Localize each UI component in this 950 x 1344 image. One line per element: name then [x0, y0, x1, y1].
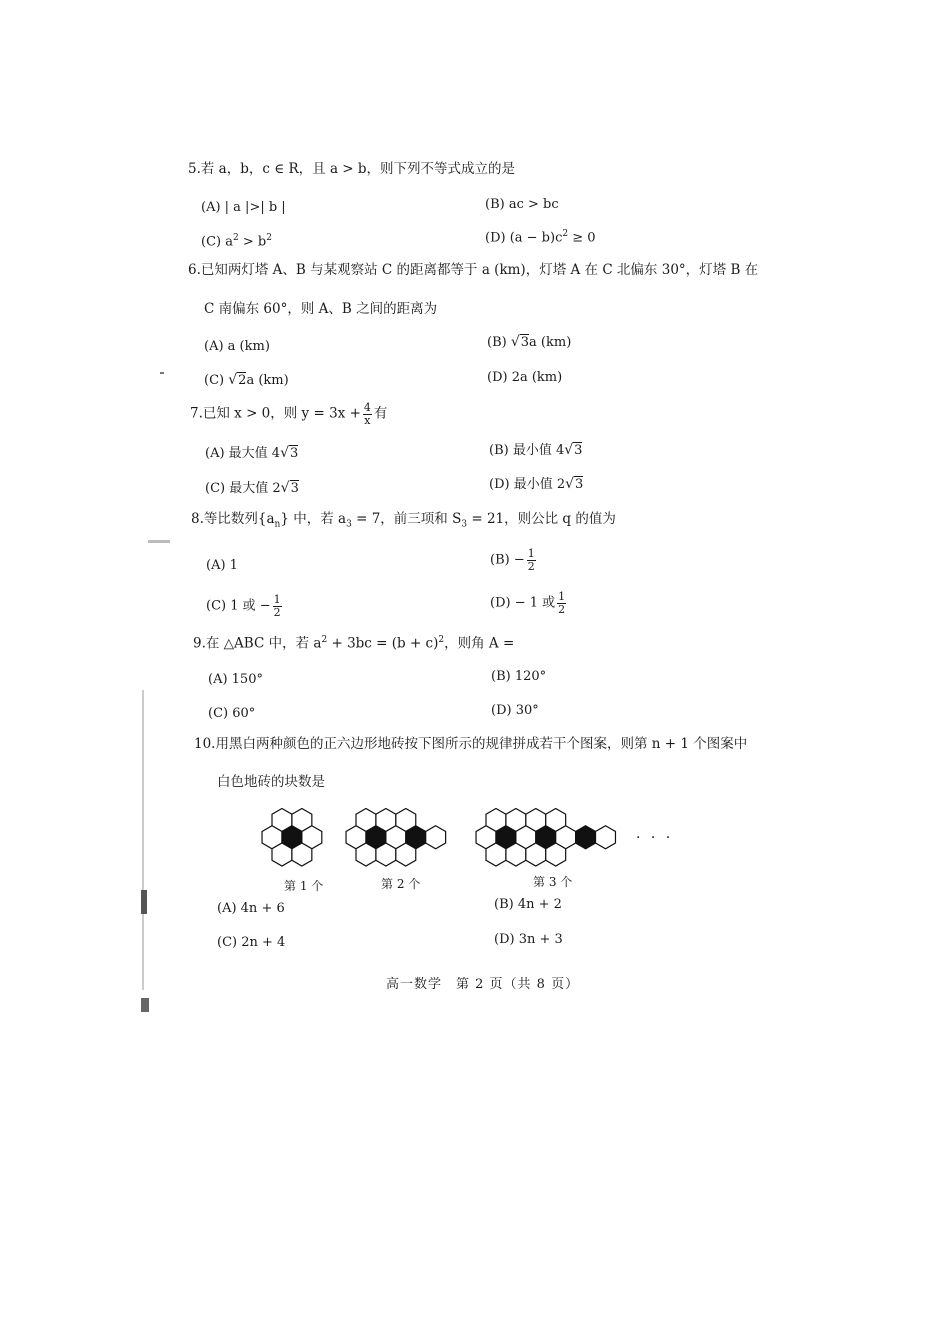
pattern-ellipsis: · · · — [636, 830, 674, 846]
q6-stem-line2: C 南偏东 60°，则 A、B 之间的距离为 — [204, 301, 438, 317]
q5-stem: 5.若 a，b，c ∈ R，且 a > b，则下列不等式成立的是 — [188, 161, 516, 177]
white-hexagon-tile — [486, 843, 506, 866]
white-hexagon-tile — [546, 843, 566, 866]
q10-option-d: (D) 3n + 3 — [494, 932, 563, 947]
white-hexagon-tile — [596, 826, 616, 849]
black-hexagon-tile — [576, 826, 596, 849]
white-hexagon-tile — [396, 843, 416, 866]
figure-label-3: 第 3 个 — [533, 875, 573, 889]
q6-option-a: (A) a (km) — [204, 339, 270, 354]
q7-option-b: (B) 最小值 4√3 — [489, 442, 583, 458]
white-hexagon-tile — [292, 843, 312, 866]
q6-option-b: (B) √3a (km) — [487, 334, 572, 350]
q7-option-a: (A) 最大值 4√3 — [205, 445, 299, 461]
q10-stem-line2: 白色地砖的块数是 — [217, 774, 325, 790]
q6-stem-line1: 6.已知两灯塔 A、B 与某观察站 C 的距离都等于 a (km)，灯塔 A 在 C 北偏东 30°，灯塔 B 在 — [188, 262, 759, 278]
q9-option-d: (D) 30° — [491, 703, 539, 718]
q7-fraction: $\frac{4}{x}$ — [363, 401, 371, 427]
hexagon-patterns-svg — [260, 808, 700, 878]
q8-stem: 8.等比数列$\{a_n\}$ 中，若 $a_3 = 7$，前三项和 $S_3 = 21$，则公比 q 的值为 — [191, 511, 616, 530]
white-hexagon-tile — [426, 826, 446, 849]
q10-stem-line1: 10.用黑白两种颜色的正六边形地砖按下图所示的规律拼成若干个图案，则第 n + 1 个图案中 — [194, 736, 748, 752]
white-hexagon-tile — [376, 843, 396, 866]
q5-option-b: (B) ac > bc — [485, 197, 559, 212]
figure-label-1: 第 1 个 — [284, 879, 324, 893]
q10-option-b: (B) 4n + 2 — [494, 897, 562, 912]
scan-speck — [141, 998, 149, 1012]
scan-speck — [141, 890, 147, 914]
white-hexagon-tile — [356, 843, 376, 866]
q8-option-c: (C) 1 或 − $\frac{1}{2}$ — [206, 593, 281, 619]
q5-option-c: (C) $a^2 > b^2$ — [201, 233, 272, 250]
q10-option-a: (A) 4n + 6 — [217, 901, 285, 916]
scan-speck — [160, 372, 164, 374]
q10-option-c: (C) 2n + 4 — [217, 935, 286, 950]
hexagon-tile-patterns — [260, 808, 700, 898]
q9-option-a: (A) 150° — [208, 672, 263, 687]
q8-option-d: (D) − 1 或 $\frac{1}{2}$ — [490, 590, 566, 616]
q9-option-b: (B) 120° — [491, 669, 547, 684]
q9-stem: 9.在 △ABC 中，若 $a^2 + 3bc = (b + c)^2$，则角 A = — [193, 635, 515, 652]
q7-option-c: (C) 最大值 2√3 — [205, 480, 299, 496]
white-hexagon-tile — [272, 843, 292, 866]
q7-option-d: (D) 最小值 2√3 — [489, 476, 584, 492]
page-footer: 高一数学 第 2 页（共 8 页） — [386, 977, 580, 992]
q8-option-a: (A) 1 — [206, 558, 238, 573]
figure-label-2: 第 2 个 — [381, 877, 421, 891]
q7-stem: 7.已知 x > 0，则 y = 3x + $\frac{4}{x}$ 有 — [190, 401, 388, 427]
q5-option-a: (A) | a |>| b | — [201, 200, 286, 215]
scan-speck — [148, 540, 170, 543]
q6-option-d: (D) 2a (km) — [487, 370, 563, 385]
q9-option-c: (C) 60° — [208, 706, 256, 721]
white-hexagon-tile — [506, 843, 526, 866]
q6-option-c: (C) √2a (km) — [204, 372, 289, 388]
q8-option-b: (B) − $\frac{1}{2}$ — [490, 547, 535, 573]
q5-option-d: (D) $(a - b)c^2 \ge 0$ — [485, 229, 596, 246]
white-hexagon-tile — [526, 843, 546, 866]
scan-edge-mark — [142, 690, 144, 990]
